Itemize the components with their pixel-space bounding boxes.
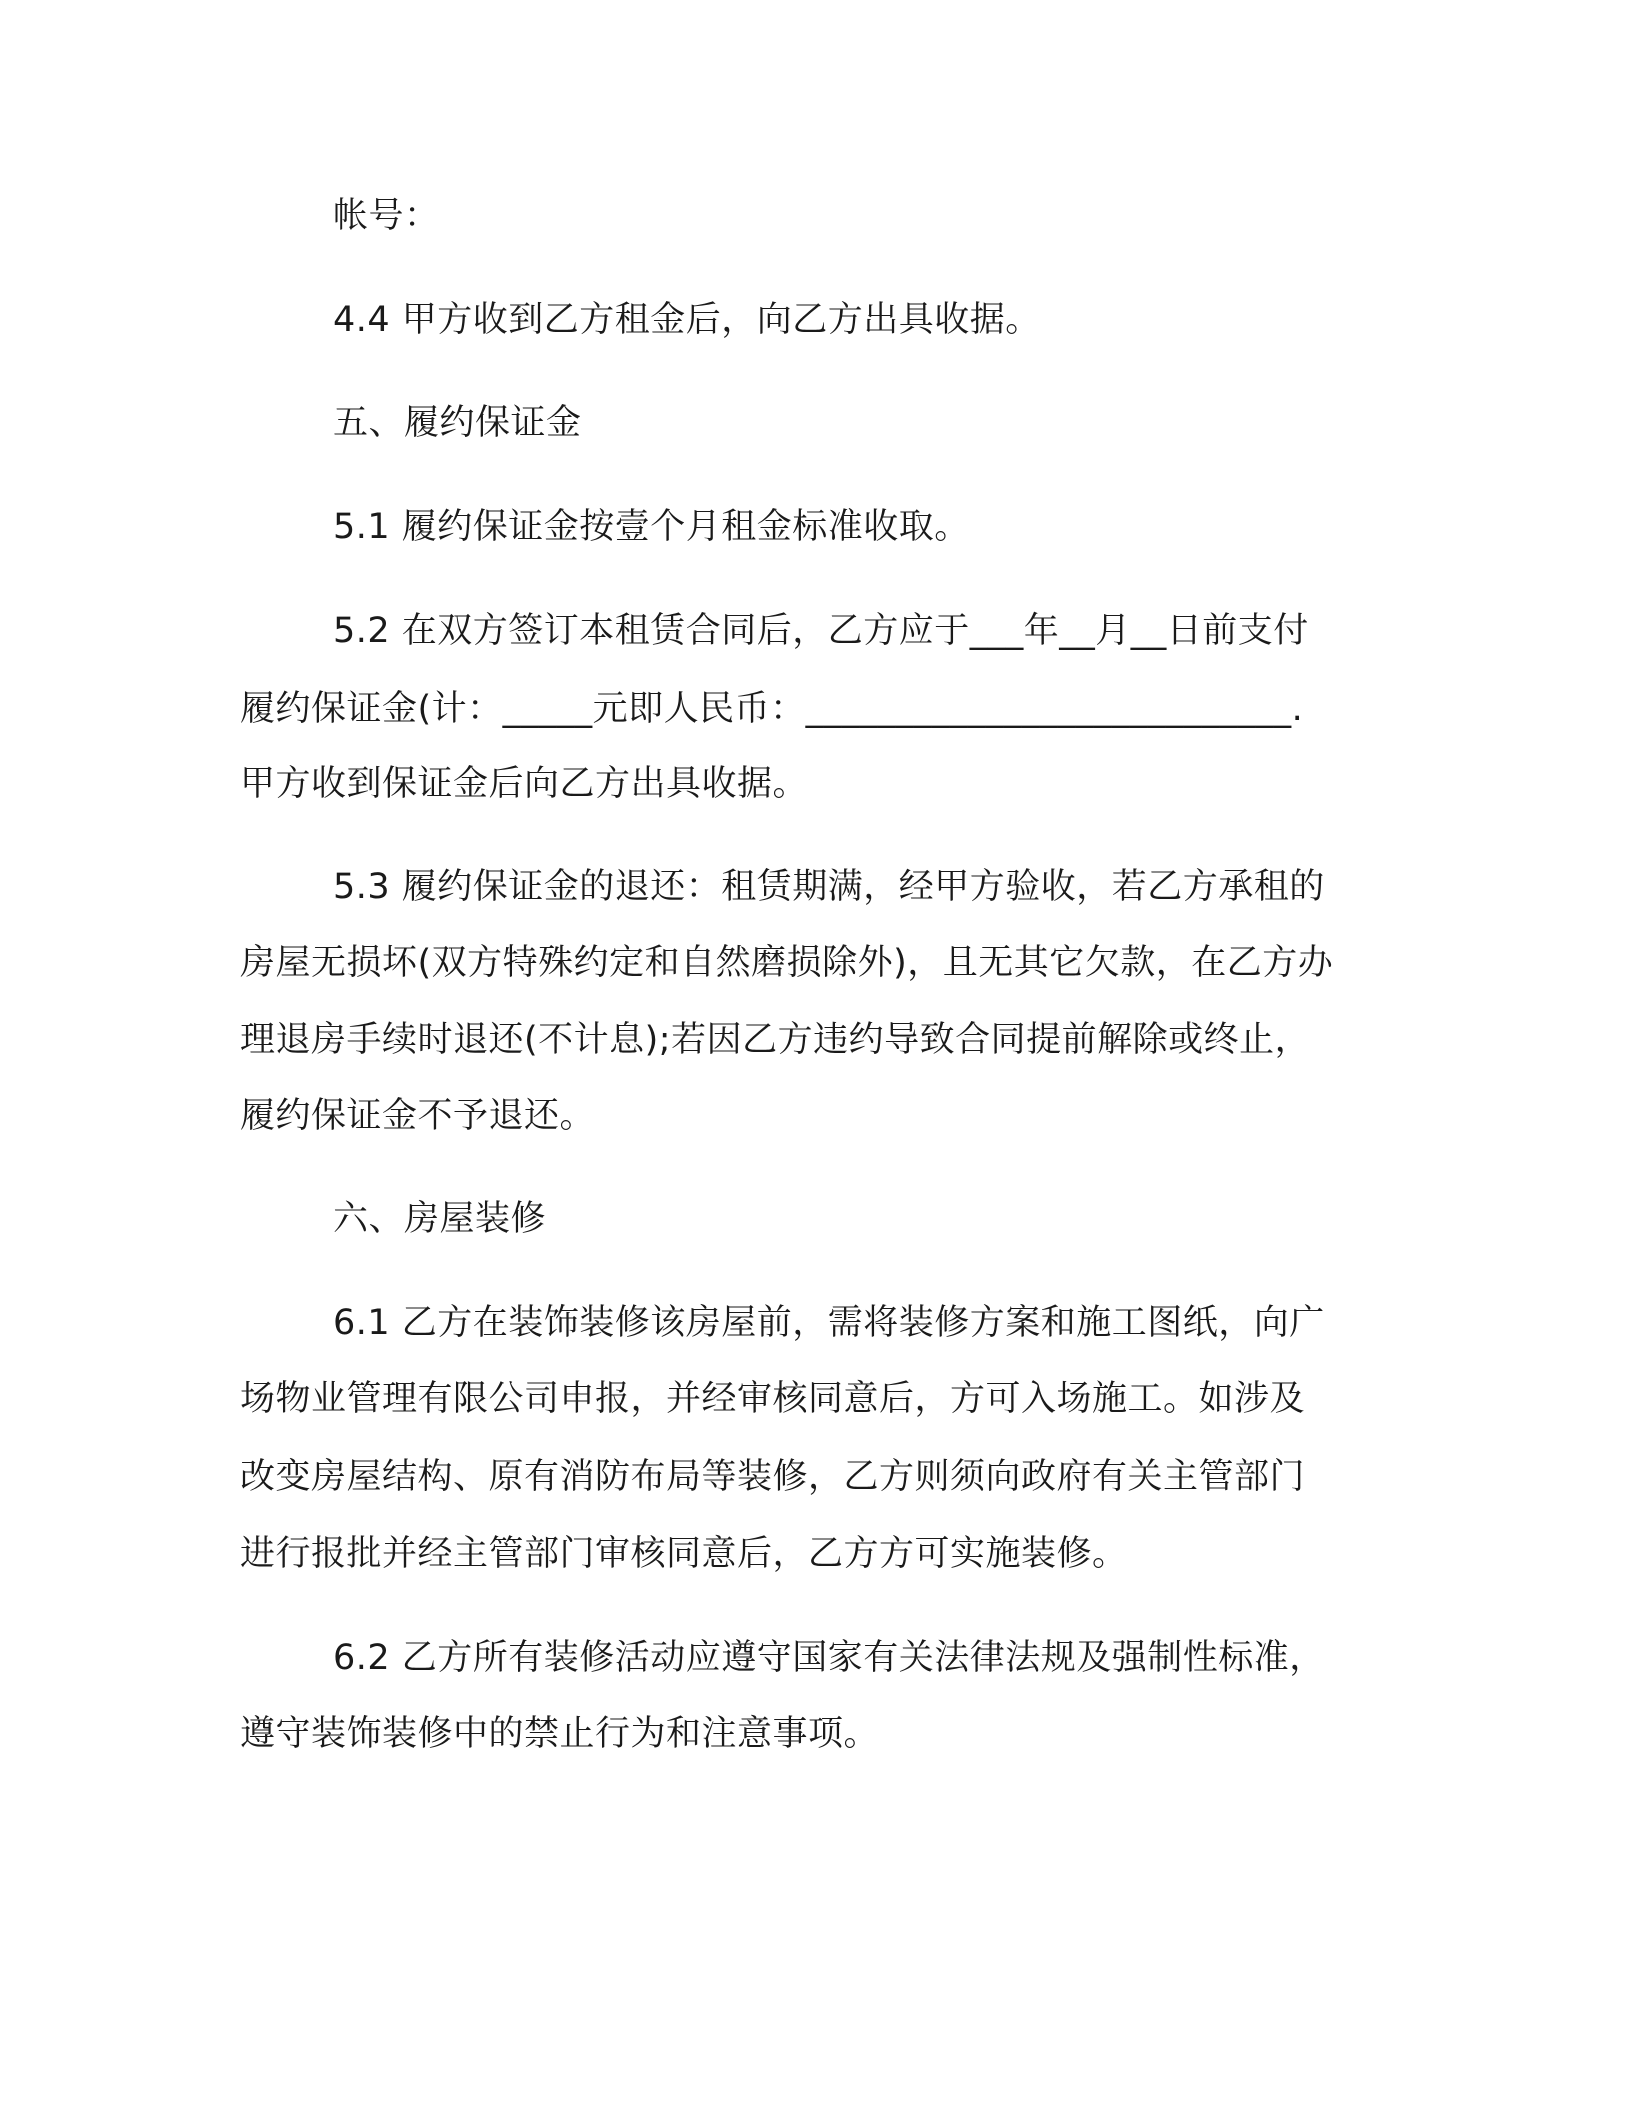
- clause-5-3-line-3: 理退房手续时退还(不计息);若因乙方违约导致合同提前解除或终止，: [240, 1020, 1311, 1060]
- clause-6-2-line-2: 遵守装饰装修中的禁止行为和注意事项。: [240, 1714, 880, 1754]
- clause-6-2-line-1: 6.2 乙方所有装修活动应遵守国家有关法律法规及强制性标准，: [333, 1638, 1325, 1678]
- account-label: 帐号：: [333, 196, 440, 236]
- clause-5-3-line-1: 5.3 履约保证金的退还：租赁期满，经甲方验收，若乙方承租的: [333, 867, 1325, 907]
- clause-6-1-line-2: 场物业管理有限公司申报，并经审核同意后，方可入场施工。如涉及: [240, 1379, 1306, 1419]
- clause-6-1-line-4: 进行报批并经主管部门审核同意后，乙方方可实施装修。: [240, 1534, 1128, 1574]
- clause-5-3-line-2: 房屋无损坏(双方特殊约定和自然磨损除外)，且无其它欠款，在乙方办: [240, 943, 1334, 983]
- clause-6-1-line-3: 改变房屋结构、原有消防布局等装修，乙方则须向政府有关主管部门: [240, 1457, 1306, 1497]
- section-heading-5: 五、履约保证金: [333, 403, 582, 443]
- clause-5-2-line-3: 甲方收到保证金后向乙方出具收据。: [240, 764, 809, 804]
- clause-5-2-line-1: 5.2 在双方签订本租赁合同后，乙方应于___年__月__日前支付: [333, 611, 1309, 651]
- clause-4-4: 4.4 甲方收到乙方租金后，向乙方出具收据。: [333, 300, 1041, 340]
- clause-6-1-line-1: 6.1 乙方在装饰装修该房屋前，需将装修方案和施工图纸，向广: [333, 1303, 1325, 1343]
- clause-5-2-line-2: 履约保证金(计：_____元即人民币：___________________________.: [240, 689, 1304, 729]
- section-heading-6: 六、房屋装修: [333, 1199, 547, 1239]
- clause-5-3-line-4: 履约保证金不予退还。: [240, 1096, 596, 1136]
- clause-5-1: 5.1 履约保证金按壹个月租金标准收取。: [333, 507, 970, 547]
